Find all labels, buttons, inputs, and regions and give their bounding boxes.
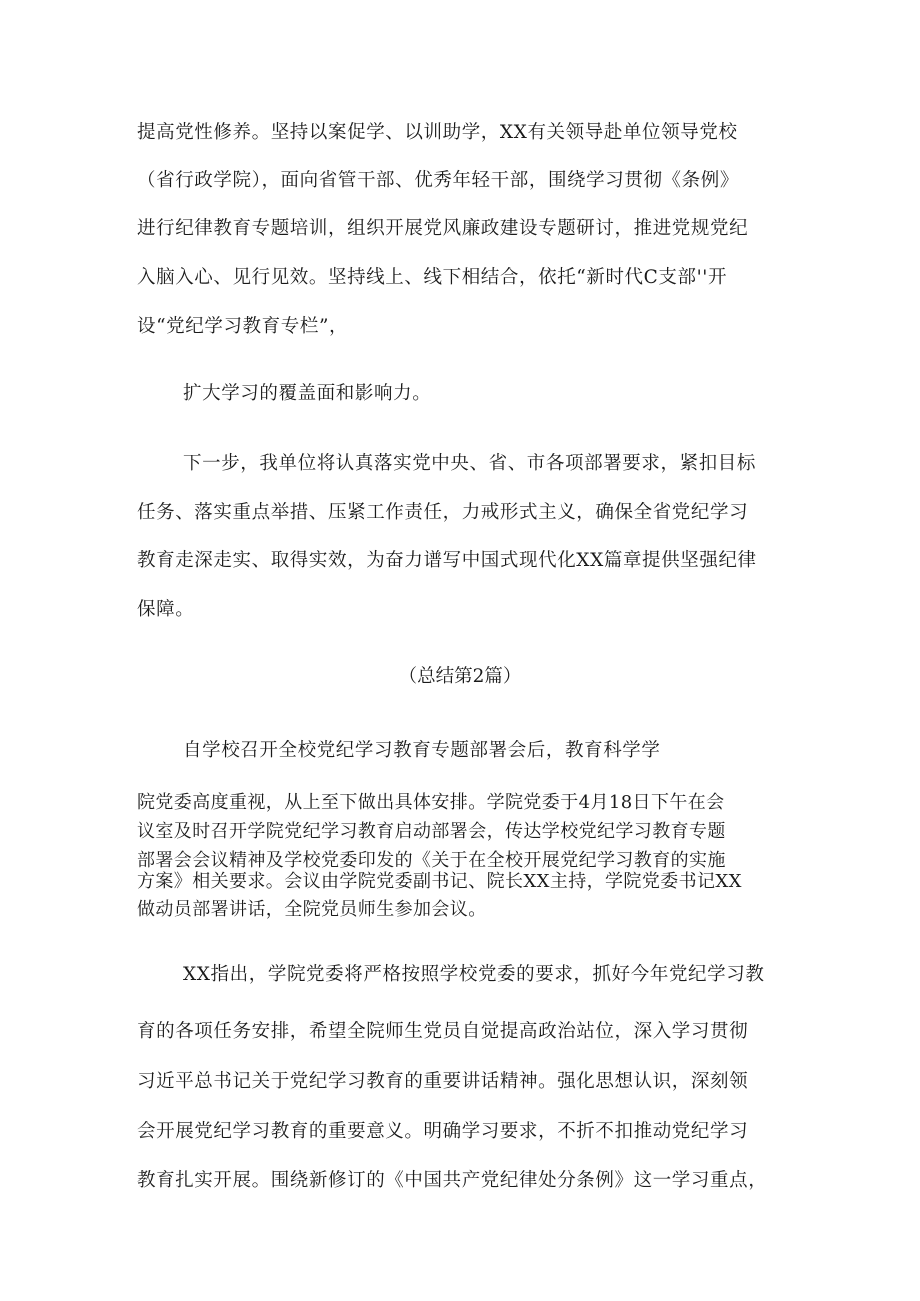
text-line: 方案》相关要求。会议由学院党委副书记、院长XX主持，学院党委书记XX bbox=[137, 871, 742, 892]
text-line: 议室及时召开学院党纪学习教育启动部署会，传达学校党纪学习教育专题 bbox=[137, 821, 726, 842]
section-title: （总结第2篇） bbox=[398, 666, 522, 687]
text-line: 做动员部署讲话，全院党员师生参加会议。 bbox=[137, 899, 487, 920]
text-line: 提高党性修养。坚持以案促学、以训助学，XX有关领导赴单位领导党校 bbox=[137, 122, 738, 143]
text-line: 习近平总书记关于党纪学习教育的重要讲话精神。强化思想认识，深刻领 bbox=[137, 1071, 749, 1092]
text-line: 教育走深走实、取得实效，为奋力谱写中国式现代化XX篇章提供坚强纪律 bbox=[137, 550, 757, 571]
text-line: 进行纪律教育专题培训，组织开展党风廉政建设专题研讨，推进党规党纪 bbox=[137, 218, 749, 239]
text-line: XX指出，学院党委将严格按照学校党委的要求，抓好今年党纪学习教 bbox=[183, 964, 765, 985]
text-line: 下一步，我单位将认真落实党中央、省、市各项部署要求，紧扣目标 bbox=[183, 453, 757, 474]
text-line: 保障。 bbox=[137, 599, 195, 620]
text-line: 扩大学习的覆盖面和影响力。 bbox=[183, 383, 432, 404]
text-line: 院党委高度重视，从上至下做出具体安排。学院党委于4月18日下午在会 bbox=[137, 792, 725, 813]
text-line: （省行政学院），面向省管干部、优秀年轻干部，围绕学习贯彻《条例》 bbox=[137, 170, 739, 191]
text-line: 任务、落实重点举措、压紧工作责任，力戒形式主义，确保全省党纪学习 bbox=[137, 502, 749, 523]
text-line: 设“党纪学习教育专栏”， bbox=[137, 316, 349, 337]
text-line: 自学校召开全校党纪学习教育专题部署会后，教育科学学 bbox=[183, 740, 661, 761]
text-line: 部署会会议精神及学校党委印发的《关于在全校开展党纪学习教育的实施 bbox=[137, 850, 726, 871]
text-line: 教育扎实开展。围绕新修订的《中国共产党纪律处分条例》这一学习重点， bbox=[137, 1170, 768, 1191]
text-line: 育的各项任务安排，希望全院师生党员自觉提高政治站位，深入学习贯彻 bbox=[137, 1021, 749, 1042]
text-line: 会开展党纪学习教育的重要意义。明确学习要求，不折不扣推动党纪学习 bbox=[137, 1121, 749, 1142]
text-line: 入脑入心、见行见效。坚持线上、线下相结合，依托“新时代C支部''开 bbox=[137, 267, 728, 288]
